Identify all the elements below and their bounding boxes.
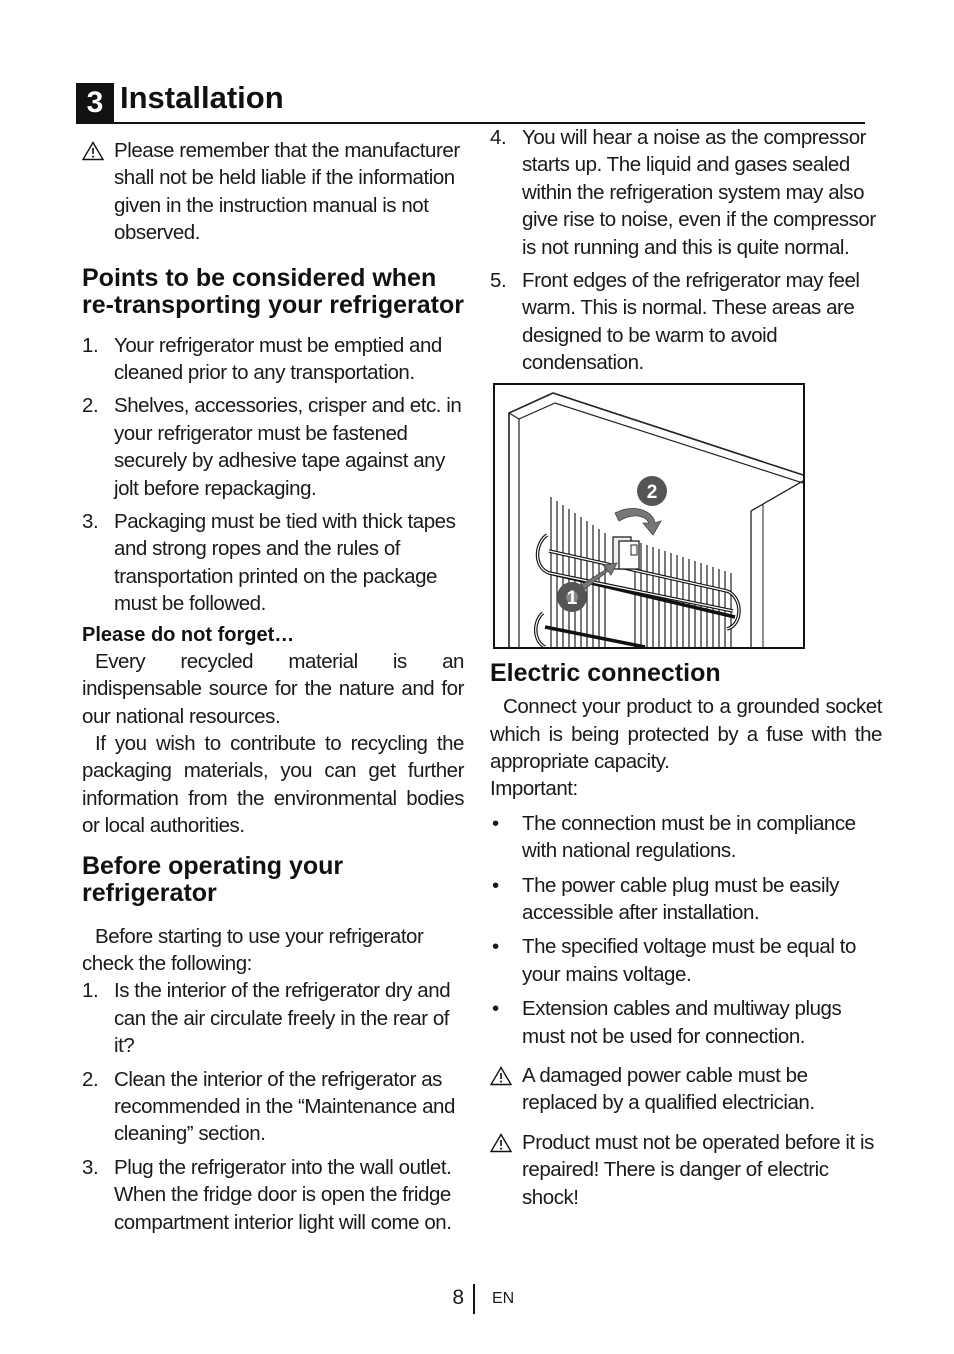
list-item: 1. Your refrigerator must be emptied and cleaned prior to any transportation. bbox=[82, 333, 442, 385]
shock-warning bbox=[490, 1129, 882, 1211]
recycle-paragraph-1: Every recycled material is an indispensable source for the nature and for our national resources. bbox=[82, 649, 464, 728]
installation-figure bbox=[493, 383, 805, 649]
retransport-heading: Points to be considered when re-transporting your refrigerator bbox=[82, 263, 465, 320]
retransport-list bbox=[82, 332, 464, 618]
list-item: 1. Is the interior of the refrigerator dry and can the air circulate freely in the rear of it? bbox=[82, 979, 451, 1058]
electric-important: Important: bbox=[490, 777, 578, 801]
warning-triangle-icon bbox=[490, 1066, 512, 1086]
footer-divider bbox=[473, 1284, 475, 1314]
list-item: 2. Shelves, accessories, crisper and etc. in your refrigerator must be fastened securely by adhesive tape against any jolt before repackaging. bbox=[82, 394, 462, 500]
list-item: • The connection must be in compliance with national regulations. bbox=[492, 811, 856, 863]
left-column bbox=[82, 136, 464, 1236]
before-operating-list bbox=[82, 977, 464, 1236]
right-column bbox=[490, 124, 882, 1211]
shock-warning-text: Product must not be operated before it is repaired! There is danger of electric shock! bbox=[522, 1130, 874, 1209]
cable-warning bbox=[490, 1062, 882, 1117]
recycle-paragraph-2: If you wish to contribute to recycling the packaging materials, you can get further information from the environmental bodies or local authorities. bbox=[82, 731, 464, 838]
intro-warning bbox=[82, 137, 464, 247]
page-number: 8 bbox=[452, 1286, 464, 1309]
dont-forget-heading: Please do not forget… bbox=[82, 623, 295, 646]
intro-warning-text: Please remember that the manufacturer shall not be held liable if the information given in the instruction manual is not observed. bbox=[114, 139, 460, 245]
list-item: • Extension cables and multiway plugs must not be used for connection. bbox=[492, 997, 842, 1048]
warning-triangle-icon bbox=[82, 141, 104, 161]
language-code: EN bbox=[492, 1290, 515, 1307]
before-operating-heading: Before operating your refrigerator bbox=[82, 851, 344, 908]
electric-intro: Connect your product to a grounded socket which is being protected by a fuse with the appropriate capacity. bbox=[490, 695, 882, 773]
chapter-number: 3 bbox=[76, 83, 114, 123]
list-item: 3. Plug the refrigerator into the wall outlet. When the fridge door is open the fridge compartment interior light will come on. bbox=[82, 1155, 452, 1234]
cable-warning-text: A damaged power cable must be replaced by a qualified electrician. bbox=[522, 1064, 815, 1115]
list-item: 2. Clean the interior of the refrigerator as recommended in the “Maintenance and cleaning” section. bbox=[82, 1067, 455, 1146]
warning-triangle-icon bbox=[490, 1133, 512, 1153]
before-operating-intro: Before starting to use your refrigerator check the following: bbox=[82, 924, 424, 975]
electric-heading: Electric connection bbox=[490, 658, 721, 687]
callout-1-label: 1 bbox=[566, 587, 578, 609]
chapter-title: Installation bbox=[120, 80, 284, 115]
list-item: • The power cable plug must be easily accessible after installation. bbox=[492, 873, 839, 924]
fridge-rear-illustration bbox=[495, 385, 803, 647]
electric-bullets bbox=[490, 810, 882, 1050]
list-item: 5. Front edges of the refrigerator may feel warm. This is normal. These areas are designed to be warm to avoid condensation. bbox=[490, 269, 860, 375]
before-operating-list-continued bbox=[490, 124, 882, 377]
callout-2-label: 2 bbox=[646, 481, 658, 503]
list-item: 4. You will hear a noise as the compressor starts up. The liquid and gases sealed within the refrigeration system may also give rise to noise, even if the compressor is not running and this is quite normal. bbox=[490, 126, 876, 259]
list-item: • The specified voltage must be equal to your mains voltage. bbox=[492, 935, 856, 986]
list-item: 3. Packaging must be tied with thick tapes and strong ropes and the rules of transportation printed on the package must be followed. bbox=[82, 510, 456, 616]
